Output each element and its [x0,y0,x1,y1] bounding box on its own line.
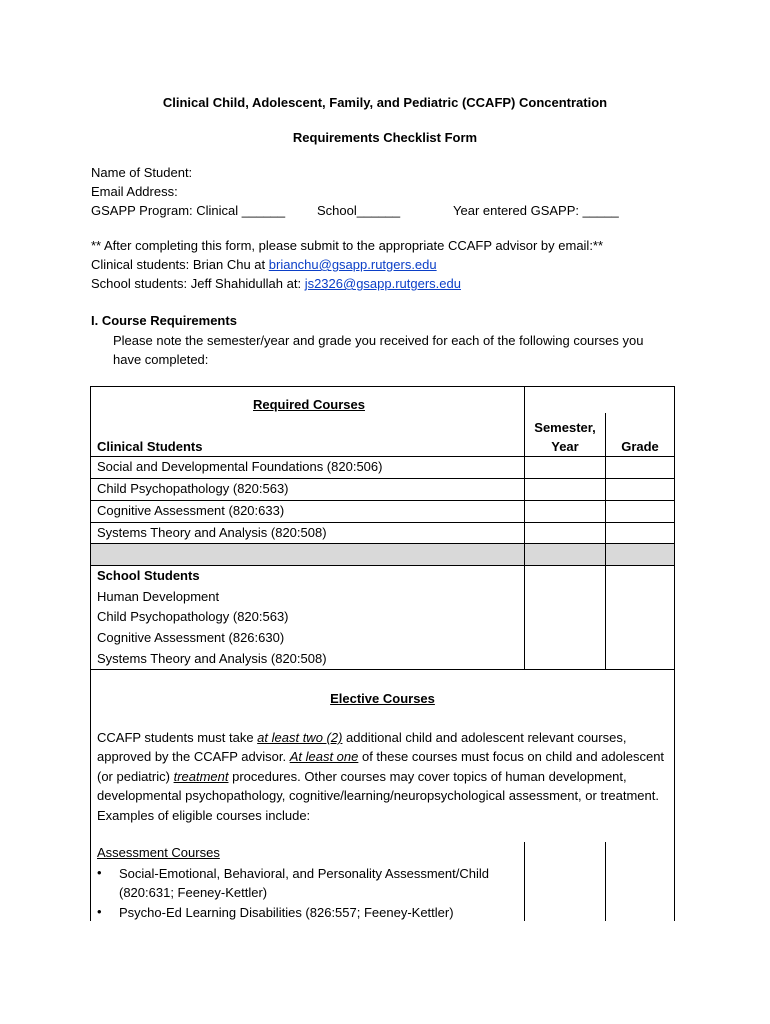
bullet-icon: • [97,904,102,919]
clinical-students-heading: Clinical Students [97,439,203,454]
clinical-course-row: Systems Theory and Analysis (820:508) [97,525,327,540]
required-courses-heading: Required Courses [253,397,365,412]
page-title: Clinical Child, Adolescent, Family, and Pediatric (CCAFP) Concentration [162,95,608,110]
year-entered-label: Year entered GSAPP: _____ [453,203,619,218]
clinical-course-row: Cognitive Assessment (820:633) [97,503,285,518]
program-clinical-label: GSAPP Program: Clinical ______ [91,203,286,218]
school-course-row: Systems Theory and Analysis (820:508) [97,651,327,666]
assessment-courses-heading: Assessment Courses [97,845,220,860]
clinical-course-row: Child Psychopathology (820:563) [97,481,289,496]
elective-text: additional child and adolescent relevant courses, approved by the CCAFP advisor. [97,730,627,765]
student-name-label: Name of Student: [91,165,193,180]
form-subtitle: Requirements Checklist Form [292,130,478,145]
elective-emphasis: At least one [289,749,359,765]
school-advisor-email-link[interactable]: js2326@gsapp.rutgers.edu [304,276,461,291]
school-students-heading: School Students [97,568,200,583]
email-address-label: Email Address: [91,184,178,199]
elective-text: CCAFP students must take [97,730,258,745]
semester-year-header-line1: Semester, [534,420,596,435]
semester-year-header-line2: Year [551,439,579,454]
elective-text: of these courses must focus on child and adolescent (or pediatric) [97,749,665,784]
clinical-advisor-text: Clinical students: Brian Chu at [91,257,269,272]
assessment-item: Social-Emotional, Behavioral, and Personality Assessment/Child (820:631; Feeney-Kettler) [119,866,489,900]
elective-courses-heading: Elective Courses [330,691,435,706]
elective-emphasis: treatment [173,768,229,784]
clinical-advisor-email-link[interactable]: brianchu@gsapp.rutgers.edu [268,257,437,272]
school-advisor-line [91,276,461,291]
elective-text: procedures. Other courses may cover topics of human development, developmental psychopathology, cognitive/learning/neuropsychological assessment, or treatment. Examples of eligible courses include: [97,768,659,823]
clinical-advisor-line [91,257,437,272]
school-course-row: Human Development [97,589,220,604]
clinical-course-row: Social and Developmental Foundations (820:506) [97,459,383,474]
school-course-row: Child Psychopathology (820:563) [97,609,289,624]
section-instruction-line1: Please note the semester/year and grade you received for each of the following courses you [113,333,644,348]
program-school-label: School______ [317,203,401,218]
grade-header: Grade [621,439,659,454]
elective-emphasis: at least two (2) [257,730,343,745]
bullet-icon: • [97,865,102,880]
school-advisor-text: School students: Jeff Shahidullah at: [91,276,305,291]
separator-row [91,543,674,565]
submission-instruction: ** After completing this form, please submit to the appropriate CCAFP advisor by email:** [91,238,604,253]
elective-description [97,728,667,825]
section-instruction-line2: have completed: [113,352,209,367]
assessment-item: Psycho-Ed Learning Disabilities (826:557; Feeney-Kettler) [119,905,454,920]
section-heading: I. Course Requirements [91,313,237,328]
school-course-row: Cognitive Assessment (826:630) [97,630,285,645]
